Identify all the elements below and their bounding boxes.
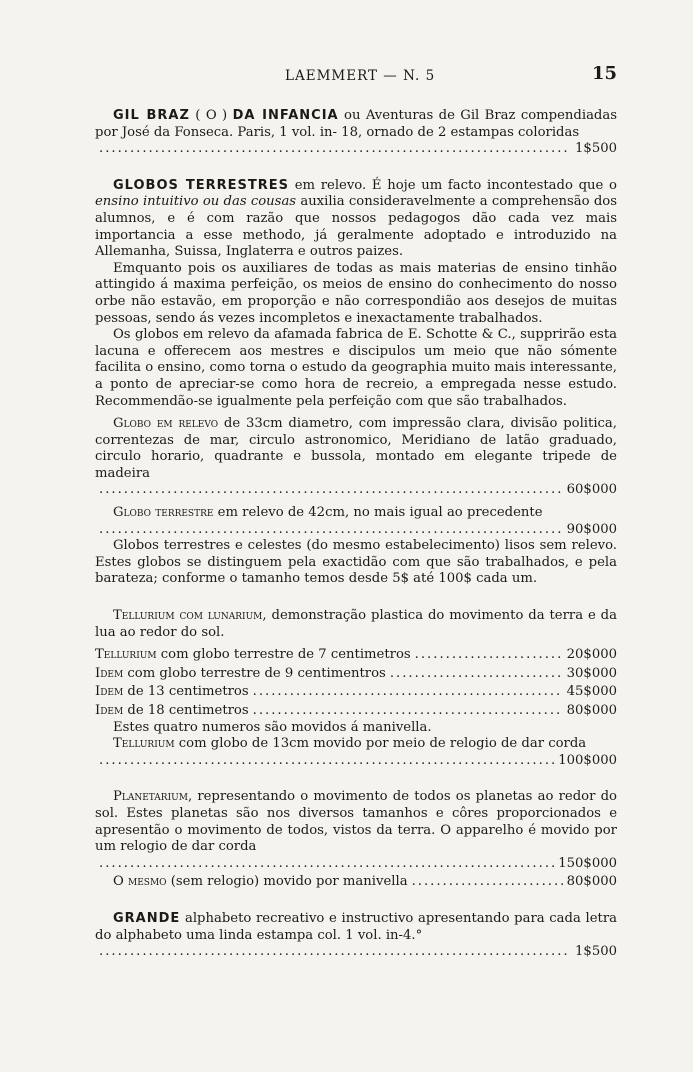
tellurium-price: 80$000 (566, 703, 617, 718)
tellurium-item: Idem com globo terrestre de 9 centimentros ..... 30$000 (95, 666, 617, 683)
tellurium-intro: Tellurium com lunarium, demonstração plastica do movimento da terra e da lua ao redor do sol. (95, 608, 617, 640)
planetarium-text: Planetarium, representando o movimento de todos os planetas ao redor do sol. Estes planetas são nos diversos tamanhos e côres proporcionados e apresentão o movimento de todos, vistos da terra. O apparelho é movido por um relogio de dar corda (95, 789, 617, 855)
globos-paragraph-1: GLOBOS TERRESTRES em relevo. É hoje um facto incontestado que o ensino intuitivo ou das cousas auxilia consideravelmente a comprehensão dos alumnos, e é com razão que nossos pedagogos dão cada vez mais importancia a esse methodo, já geralmente adoptado e introduzido na Allemanha, Suissa, Inglaterra e outros paizes. (95, 177, 617, 260)
gil-braz-text: GIL BRAZ ( O ) DA INFANCIA ou Aventuras de Gil Braz compendiadas por José da Fonseca. Paris, 1 vol. in- 18, ornado de 2 estampas coloridas (95, 108, 617, 140)
planetarium-price: 150$000 (558, 855, 617, 871)
running-title: LAEMMERT — N. 5 (285, 68, 436, 84)
grande-title: GRANDE (113, 910, 181, 926)
tellurium-price: 20$000 (566, 647, 617, 663)
globo-terrestre-label: Globo terrestre (113, 505, 214, 521)
planetarium-price-line (95, 856, 617, 873)
tellurium-clock-item: Tellurium com globo de 13cm movido por meio de relogio de dar corda (113, 736, 587, 752)
entry-globos (95, 178, 617, 588)
planetarium-alt-price: 80$000 (566, 874, 617, 890)
gil-braz-title: GIL BRAZ (113, 108, 190, 123)
tellurium-clock-price-line (95, 753, 617, 770)
globos-paragraph-3: Os globos em relevo da afamada fabrica de E. Schotte & C., supprirão esta lacuna e offerecem aos mestres e discipulos um meio que não sómente facilita o ensino, como torna o estudo da geographia muito mais interessante, a ponto de apreciar-se como hora de recreio, a empregada nesse estudo. Recommendão-se igualmente pela perfeição com que são trabalhados. (95, 327, 617, 409)
tellurium-item: Tellurium com globo terrestre de 7 centimetros ..... 20$000 (95, 647, 617, 664)
gil-braz-title-2: DA INFANCIA (232, 108, 339, 123)
tellurium-clock-price: 100$000 (558, 752, 617, 768)
planetarium-alt-item: O mesmo (sem relogio) movido por manivella ..... 80$000 (95, 874, 617, 891)
tellurium-intro-label: Tellurium com lunarium (113, 608, 263, 624)
globo-terrestre-price-line (95, 522, 617, 539)
tellurium-price: 45$000 (566, 684, 617, 700)
globo-relevo-price: 60$000 (566, 482, 617, 498)
page-header (95, 63, 617, 94)
entry-gil-braz (95, 108, 617, 158)
globos-paragraph-2: Emquanto pois os auxiliares de todas as mais materias de ensino tinhão attingido á maxima perfeição, os meios de ensino do conhecimento do nosso orbe não estavão, em proporção e não correspondião aos desejos de muitas pessoas, sendo ás vezes incompletos e inexactamente trabalhados. (95, 260, 617, 326)
globo-relevo-price-line (95, 482, 617, 499)
globo-terrestre-price: 90$000 (566, 521, 617, 537)
planetarium-label: Planetarium (113, 789, 188, 805)
page-number: 15 (591, 63, 617, 84)
globo-relevo-label: Globo em relevo (113, 416, 219, 432)
grande-price: 1$500 (575, 944, 617, 960)
gil-braz-price: 1$500 (575, 141, 617, 157)
tellurium-note: Estes quatro numeros são movidos á manivella. (113, 719, 432, 735)
grande-price-line (95, 944, 617, 961)
entry-planetarium (95, 789, 617, 891)
globos-title: GLOBOS TERRESTRES (113, 177, 290, 193)
entry-tellurium (95, 608, 617, 769)
catalog-page (95, 63, 617, 981)
tellurium-item: Idem de 13 centimetros ..... 45$000 (95, 684, 617, 701)
gil-braz-price-line (95, 141, 617, 158)
grande-text: GRANDE alphabeto recreativo e instructivo apresentando para cada letra do alphabeto uma linda estampa col. 1 vol. in-4.° (95, 910, 617, 943)
globo-terrestre-item: Globo terrestre em relevo de 42cm, no mais igual ao precedente (113, 505, 543, 521)
tellurium-price: 30$000 (566, 665, 617, 681)
tellurium-item: Idem de 18 centimetros ..... 80$000 (95, 703, 617, 720)
globo-relevo-item: Globo em relevo de 33cm diametro, com impressão clara, divisão politica, correntezas de mar, circulo astronomico, Meridiano de latão graduado, circulo horario, quadrante e bussola, montado em elegante tripede de madeira (95, 416, 617, 481)
globos-paragraph-4: Globos terrestres e celestes (do mesmo estabelecimento) lisos sem relevo. Estes globos se distinguem pela exactidão com que são trabalhados, e pela barateza; conforme o tamanho temos desde 5$ até 100$ cada um. (95, 538, 617, 587)
entry-grande-alphabeto (95, 911, 617, 961)
